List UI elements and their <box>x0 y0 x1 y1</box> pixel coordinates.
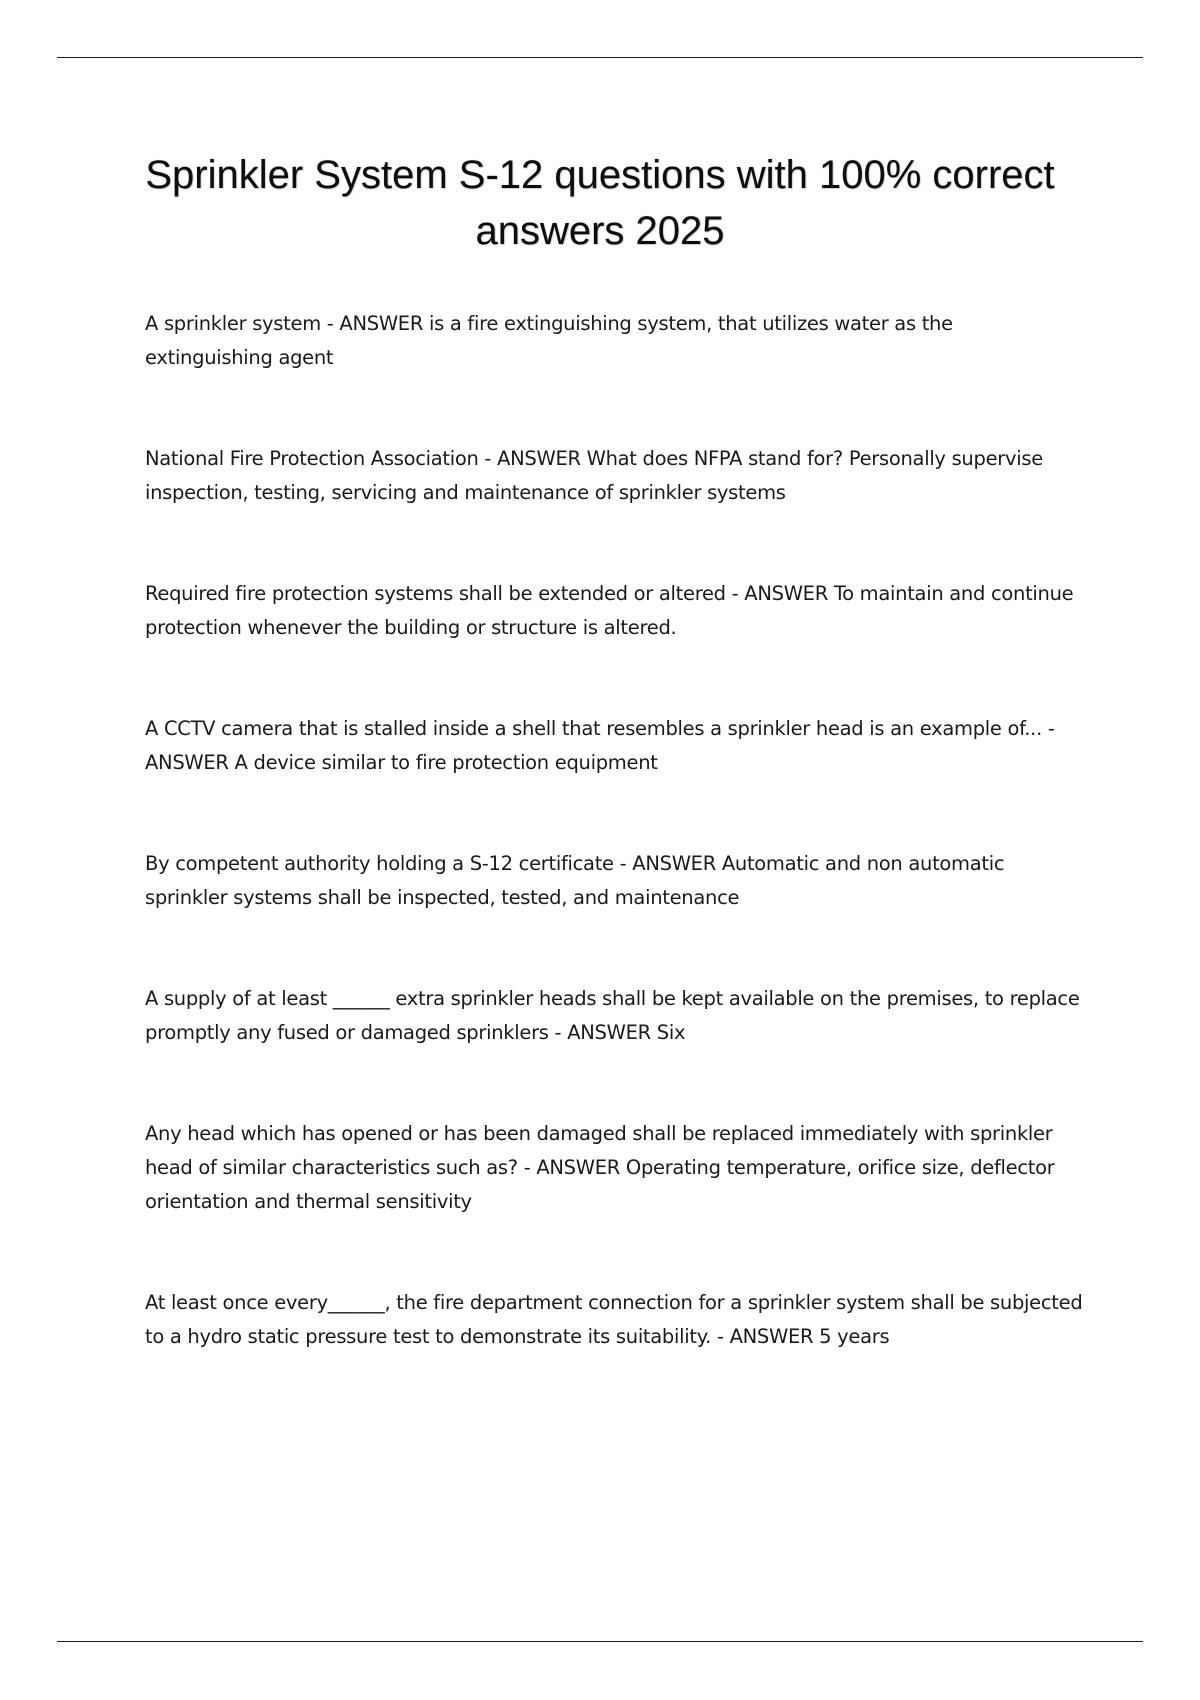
qa-entry: National Fire Protection Association - ANSWER What does NFPA stand for? Personally supervise inspection, testing, servicing and maintenance of sprinkler systems <box>145 447 1043 504</box>
document-title: Sprinkler System S-12 questions with 100% correct answers 2025 <box>145 153 1055 253</box>
qa-entry: Required fire protection systems shall be extended or altered - ANSWER To maintain and continue protection whenever the building or structure is altered. <box>145 582 1074 639</box>
top-divider <box>57 57 1143 58</box>
qa-entry: A CCTV camera that is stalled inside a shell that resembles a sprinkler head is an example of... - ANSWER A device similar to fire protection equipment <box>145 717 1055 774</box>
qa-entry: By competent authority holding a S-12 certificate - ANSWER Automatic and non automatic sprinkler systems shall be inspected, tested, and maintenance <box>145 852 1005 909</box>
qa-entry: A sprinkler system - ANSWER is a fire extinguishing system, that utilizes water as the extinguishing agent <box>145 312 953 369</box>
qa-list <box>145 307 1085 1421</box>
qa-entry: Any head which has opened or has been damaged shall be replaced immediately with sprinkler head of similar characteristics such as? - ANSWER Operating temperature, orifice size, deflector orientation and thermal sensitivity <box>145 1122 1055 1213</box>
bottom-divider <box>57 1641 1143 1642</box>
qa-entry: At least once every______, the fire department connection for a sprinkler system shall be subjected to a hydro static pressure test to demonstrate its suitability. - ANSWER 5 years <box>145 1291 1083 1348</box>
qa-entry: A supply of at least ______ extra sprinkler heads shall be kept available on the premises, to replace promptly any fused or damaged sprinklers - ANSWER Six <box>145 987 1080 1044</box>
